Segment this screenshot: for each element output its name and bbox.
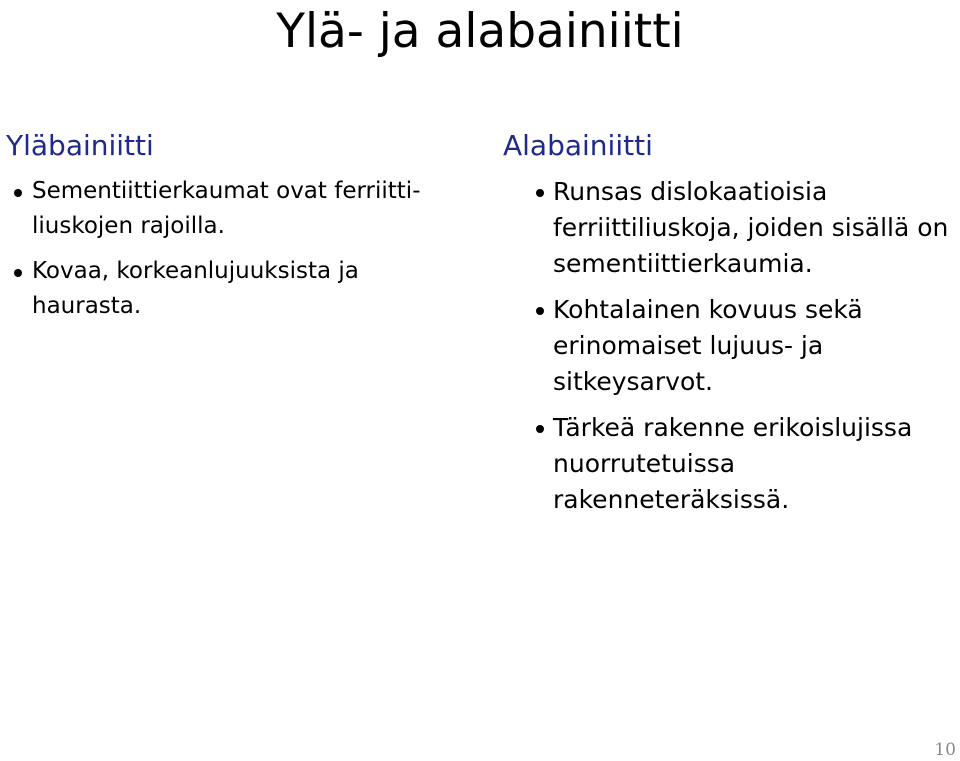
upper-bainite-heading: Yläbainiitti <box>6 129 154 162</box>
upper-bainite-column <box>6 128 446 334</box>
list-item: Sementiittierkaumat ovat ferriitti-liuskojen rajoilla. <box>0 174 446 244</box>
lower-bainite-list <box>508 174 958 518</box>
lower-bainite-heading: Alabainiitti <box>503 129 653 162</box>
upper-bainite-list <box>0 174 446 324</box>
list-item: Runsas dislokaatioisia ferriittiliuskoja, joiden sisällä on sementiittierkaumia. <box>508 174 958 282</box>
list-item: Kohtalainen kovuus sekä erinomaiset lujuus- ja sitkeysarvot. <box>508 292 958 400</box>
page-number: 10 <box>934 740 956 760</box>
bullet-icon <box>536 189 544 197</box>
bullet-icon <box>14 189 22 197</box>
slide-title: Ylä- ja alabainiitti <box>276 4 684 59</box>
list-item: Tärkeä rakenne erikoislujissa nuorrutetuissa rakenneteräksissä. <box>508 410 958 518</box>
lower-bainite-column <box>503 128 958 528</box>
bullet-icon <box>536 307 544 315</box>
list-item: Kovaa, korkeanlujuuksista ja haurasta. <box>0 254 446 324</box>
bullet-icon <box>14 269 22 277</box>
bullet-icon <box>536 425 544 433</box>
